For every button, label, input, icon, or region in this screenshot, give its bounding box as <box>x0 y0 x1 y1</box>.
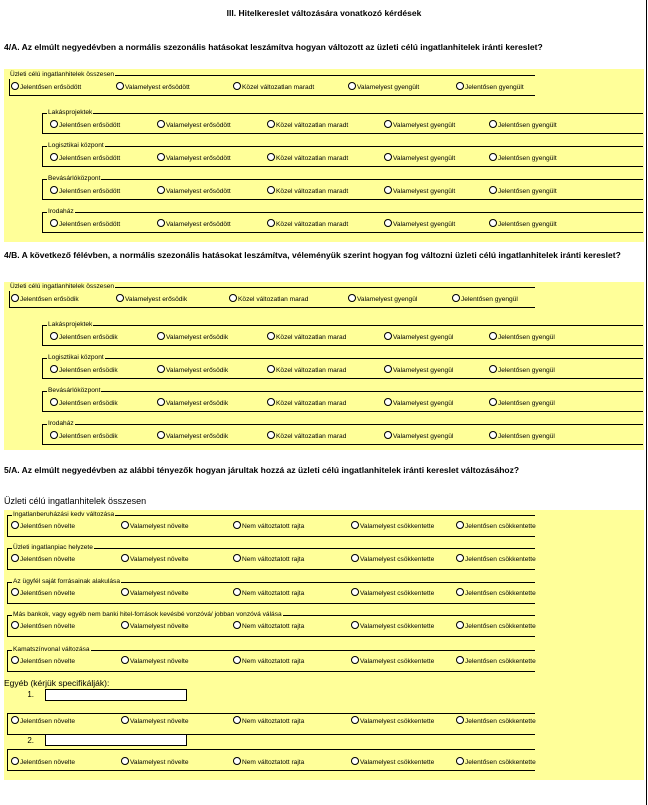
radio-button[interactable] <box>50 219 58 227</box>
radio-button[interactable] <box>121 656 129 664</box>
other-number-2: 2. <box>27 736 34 745</box>
radio-button[interactable] <box>157 332 165 340</box>
total-option-2[interactable] <box>116 294 187 304</box>
group-4-option-4[interactable] <box>384 219 455 229</box>
radio-button[interactable] <box>157 153 165 161</box>
radio-button[interactable] <box>267 186 275 194</box>
radio-button[interactable] <box>233 716 241 724</box>
radio-button[interactable] <box>267 120 275 128</box>
factor-3-option-1[interactable] <box>11 588 75 598</box>
option-label: Jelentősen gyengül <box>498 367 555 374</box>
radio-button[interactable] <box>456 757 464 765</box>
group-3-option-1[interactable] <box>50 186 120 196</box>
radio-button[interactable] <box>116 294 124 302</box>
group-2-option-4[interactable] <box>384 365 453 375</box>
group-4-option-3[interactable] <box>267 431 346 441</box>
page-right-border <box>646 0 647 805</box>
radio-button[interactable] <box>456 521 464 529</box>
radio-button[interactable] <box>233 554 241 562</box>
question-4b-answer-area <box>4 282 644 450</box>
factor-3-option-2[interactable] <box>121 588 189 598</box>
radio-button[interactable] <box>267 153 275 161</box>
factor-5-option-3[interactable] <box>233 656 304 666</box>
option-label: Valamelyest erősödött <box>166 155 231 162</box>
question-5a: 5/A. Az elmúlt negyedévben az alábbi tényezők hogyan járultak hozzá az üzleti célú ingatlanhitelek iránti kereslet változásához? <box>4 465 520 475</box>
factor-3-option-3[interactable] <box>233 588 304 598</box>
group-1-option-2[interactable] <box>157 332 228 342</box>
radio-button[interactable] <box>348 82 356 90</box>
radio-button[interactable] <box>351 716 359 724</box>
radio-button[interactable] <box>456 656 464 664</box>
question-4a: 4/A. Az elmúlt negyedévben a normális szezonális hatásokat leszámítva hogyan változott az üzleti célú ingatlanhitelek iránti kereslet? <box>4 42 543 52</box>
option-label: Jelentősen gyengült <box>498 188 557 195</box>
option-label: Valamelyest gyengül <box>393 367 454 374</box>
option-label: Valamelyest gyengült <box>357 84 420 91</box>
radio-button[interactable] <box>489 120 497 128</box>
option-label: Jelentősen erősödött <box>59 188 121 195</box>
group-label-4: Irodaház <box>48 420 74 427</box>
option-label: Nem változtatott rajta <box>242 523 305 530</box>
option-label: Nem változtatott rajta <box>242 623 305 630</box>
option-label: Valamelyest erősödött <box>166 221 231 228</box>
option-label: Jelentősen erősödik <box>20 296 79 303</box>
option-label: Valamelyest csökkentette <box>360 523 435 530</box>
option-label: Valamelyest erősödik <box>166 367 229 374</box>
option-label: Nem változtatott rajta <box>242 759 305 766</box>
radio-button[interactable] <box>384 365 392 373</box>
radio-button[interactable] <box>233 588 241 596</box>
factor-1-option-5[interactable] <box>456 521 536 531</box>
group-2-option-1[interactable] <box>50 365 118 375</box>
group-1-option-3[interactable] <box>267 332 346 342</box>
group-1-option-4[interactable] <box>384 120 455 130</box>
option-label: Jelentősen gyengül <box>498 400 555 407</box>
option-label: Jelentősen erősödik <box>59 433 118 440</box>
group-2-option-4[interactable] <box>384 153 455 163</box>
factor-2-option-2[interactable] <box>121 554 189 564</box>
radio-button[interactable] <box>351 621 359 629</box>
radio-button[interactable] <box>489 365 497 373</box>
option-label: Valamelyest erősödik <box>166 400 229 407</box>
option-label: Valamelyest gyengült <box>393 188 456 195</box>
radio-button[interactable] <box>351 521 359 529</box>
group-label-1: Lakásprojektek <box>48 321 93 328</box>
radio-button[interactable] <box>157 120 165 128</box>
option-label: Közel változatlan maradt <box>242 84 315 91</box>
other-label: Egyéb (kérjük specifikálják): <box>4 678 110 688</box>
option-label: Jelentősen csökkentette <box>465 556 536 563</box>
factor-4-option-2[interactable] <box>121 621 189 631</box>
option-label: Jelentősen csökkentette <box>465 623 536 630</box>
group-label-4: Irodaház <box>48 208 74 215</box>
group-1-option-5[interactable] <box>489 120 557 130</box>
radio-button[interactable] <box>116 82 124 90</box>
option-label: Közel változatlan maradt <box>276 122 349 129</box>
other-1-option-1[interactable] <box>11 716 75 726</box>
option-label: Valamelyest erősödött <box>166 122 231 129</box>
group-label-total: Üzleti célú ingatlanhitelek összesen <box>10 283 115 290</box>
radio-button[interactable] <box>351 656 359 664</box>
group-3-option-2[interactable] <box>157 186 231 196</box>
option-label: Valamelyest növelte <box>130 658 189 665</box>
group-2-option-3[interactable] <box>267 153 348 163</box>
radio-button[interactable] <box>489 431 497 439</box>
option-label: Jelentősen gyengül <box>461 296 518 303</box>
option-label: Valamelyest gyengült <box>393 221 456 228</box>
option-label: Valamelyest gyengül <box>393 334 454 341</box>
group-3-option-4[interactable] <box>384 398 453 408</box>
option-label: Valamelyest erősödik <box>166 433 229 440</box>
radio-button[interactable] <box>121 621 129 629</box>
radio-button[interactable] <box>456 716 464 724</box>
option-label: Valamelyest növelte <box>130 523 189 530</box>
radio-button[interactable] <box>121 554 129 562</box>
factor-label-3: Az ügyfél saját forrásainak alakulása <box>13 578 121 585</box>
option-label: Jelentősen növelte <box>20 523 75 530</box>
group-4-option-2[interactable] <box>157 219 231 229</box>
group-2-option-5[interactable] <box>489 365 555 375</box>
group-4-option-2[interactable] <box>157 431 228 441</box>
radio-button[interactable] <box>384 398 392 406</box>
option-label: Jelentősen erősödik <box>59 334 118 341</box>
factor-label-4: Más bankok, vagy egyéb nem banki hitel-források kevésbé vonzóvá/ jobban vonzóvá válása <box>13 611 282 618</box>
radio-button[interactable] <box>384 431 392 439</box>
option-label: Valamelyest növelte <box>130 623 189 630</box>
option-label: Közel változatlan maradt <box>276 188 349 195</box>
group-4-option-3[interactable] <box>267 219 348 229</box>
group-4-option-1[interactable] <box>50 431 118 441</box>
option-label: Jelentősen csökkentette <box>465 718 536 725</box>
other-2-option-5[interactable] <box>456 757 536 767</box>
radio-button[interactable] <box>121 757 129 765</box>
radio-button[interactable] <box>121 588 129 596</box>
option-label: Jelentősen növelte <box>20 658 75 665</box>
radio-button[interactable] <box>456 82 464 90</box>
radio-button[interactable] <box>233 757 241 765</box>
radio-button[interactable] <box>384 186 392 194</box>
option-label: Jelentősen gyengült <box>498 122 557 129</box>
radio-button[interactable] <box>348 294 356 302</box>
radio-button[interactable] <box>50 120 58 128</box>
radio-button[interactable] <box>489 332 497 340</box>
factor-3-option-4[interactable] <box>351 588 434 598</box>
radio-button[interactable] <box>50 365 58 373</box>
group-2-option-1[interactable] <box>50 153 120 163</box>
total-option-4[interactable] <box>348 294 417 304</box>
option-label: Jelentősen erősödött <box>20 84 82 91</box>
option-label: Jelentősen csökkentette <box>465 759 536 766</box>
option-label: Jelentősen erősödött <box>59 155 121 162</box>
radio-button[interactable] <box>11 521 19 529</box>
other-2-option-2[interactable] <box>121 757 189 767</box>
total-option-2[interactable] <box>116 82 190 92</box>
group-label-3: Bevásárlóközpont <box>48 387 101 394</box>
option-label: Valamelyest csökkentette <box>360 556 435 563</box>
option-label: Közel változatlan marad <box>276 334 347 341</box>
radio-button[interactable] <box>489 219 497 227</box>
factor-4-option-3[interactable] <box>233 621 304 631</box>
radio-button[interactable] <box>11 554 19 562</box>
radio-button[interactable] <box>11 588 19 596</box>
radio-button[interactable] <box>456 554 464 562</box>
option-label: Jelentősen gyengül <box>498 334 555 341</box>
radio-button[interactable] <box>456 588 464 596</box>
radio-button[interactable] <box>384 332 392 340</box>
option-label: Valamelyest csökkentette <box>360 759 435 766</box>
factor-5-option-2[interactable] <box>121 656 189 666</box>
option-label: Jelentősen erősödött <box>59 122 121 129</box>
factor-label-2: Üzleti ingatlanpiac helyzete <box>13 544 93 551</box>
option-label: Jelentősen csökkentette <box>465 590 536 597</box>
radio-button[interactable] <box>351 757 359 765</box>
option-label: Jelentősen erősödött <box>59 221 121 228</box>
group-1-option-5[interactable] <box>489 332 555 342</box>
factor-5-option-1[interactable] <box>11 656 75 666</box>
option-label: Nem változtatott rajta <box>242 658 305 665</box>
group-4-option-1[interactable] <box>50 219 120 229</box>
factor-1-option-2[interactable] <box>121 521 189 531</box>
total-option-3[interactable] <box>229 294 308 304</box>
factor-4-option-1[interactable] <box>11 621 75 631</box>
group-3-option-5[interactable] <box>489 398 555 408</box>
option-label: Valamelyest erősödik <box>166 334 229 341</box>
total-option-4[interactable] <box>348 82 419 92</box>
other-2-option-4[interactable] <box>351 757 434 767</box>
factor-2-option-3[interactable] <box>233 554 304 564</box>
option-label: Jelentősen gyengült <box>465 84 524 91</box>
option-label: Jelentősen növelte <box>20 623 75 630</box>
option-label: Jelentősen erősödik <box>59 400 118 407</box>
group-1-option-1[interactable] <box>50 332 118 342</box>
group-1-option-1[interactable] <box>50 120 120 130</box>
option-label: Jelentősen gyengült <box>498 221 557 228</box>
radio-button[interactable] <box>489 186 497 194</box>
total-option-3[interactable] <box>233 82 314 92</box>
radio-button[interactable] <box>233 656 241 664</box>
option-label: Közel változatlan maradt <box>276 155 349 162</box>
factor-4-option-4[interactable] <box>351 621 434 631</box>
option-label: Valamelyest csökkentette <box>360 590 435 597</box>
group-1-option-3[interactable] <box>267 120 348 130</box>
radio-button[interactable] <box>11 716 19 724</box>
group-3-option-2[interactable] <box>157 398 228 408</box>
group-label-1: Lakásprojektek <box>48 109 93 116</box>
radio-button[interactable] <box>489 153 497 161</box>
other-number-1: 1. <box>27 690 34 699</box>
option-label: Jelentősen csökkentette <box>465 523 536 530</box>
group-2-option-2[interactable] <box>157 153 231 163</box>
group-2-option-5[interactable] <box>489 153 557 163</box>
radio-button[interactable] <box>121 521 129 529</box>
radio-button[interactable] <box>384 219 392 227</box>
option-label: Valamelyest erősödik <box>125 296 188 303</box>
option-label: Jelentősen csökkentette <box>465 658 536 665</box>
radio-button[interactable] <box>233 82 241 90</box>
group-4-option-5[interactable] <box>489 431 555 441</box>
group-2-option-3[interactable] <box>267 365 346 375</box>
option-label: Valamelyest növelte <box>130 759 189 766</box>
option-label: Jelentősen gyengült <box>498 155 557 162</box>
radio-button[interactable] <box>50 398 58 406</box>
radio-button[interactable] <box>157 365 165 373</box>
factor-3-option-5[interactable] <box>456 588 536 598</box>
other-1-option-5[interactable] <box>456 716 536 726</box>
radio-button[interactable] <box>11 757 19 765</box>
radio-button[interactable] <box>121 716 129 724</box>
other-text-input-2[interactable] <box>45 734 187 746</box>
option-label: Jelentősen gyengül <box>498 433 555 440</box>
option-label: Közel változatlan marad <box>276 433 347 440</box>
option-label: Nem változtatott rajta <box>242 590 305 597</box>
total-option-1[interactable] <box>11 294 79 304</box>
option-label: Közel változatlan marad <box>276 400 347 407</box>
group-3-option-3[interactable] <box>267 398 346 408</box>
group-3-option-4[interactable] <box>384 186 455 196</box>
option-label: Jelentősen erősödik <box>59 367 118 374</box>
group-4-option-4[interactable] <box>384 431 453 441</box>
group-3-option-3[interactable] <box>267 186 348 196</box>
option-label: Közel változatlan marad <box>238 296 309 303</box>
other-2-option-1[interactable] <box>11 757 75 767</box>
option-label: Valamelyest csökkentette <box>360 658 435 665</box>
radio-button[interactable] <box>267 332 275 340</box>
radio-button[interactable] <box>11 294 19 302</box>
option-label: Jelentősen növelte <box>20 590 75 597</box>
radio-button[interactable] <box>50 153 58 161</box>
option-label: Jelentősen növelte <box>20 759 75 766</box>
question-4a-answer-area <box>4 69 644 242</box>
radio-button[interactable] <box>11 82 19 90</box>
option-label: Valamelyest erősödött <box>125 84 190 91</box>
option-label: Valamelyest gyengül <box>393 400 454 407</box>
option-label: Valamelyest gyengül <box>357 296 418 303</box>
question-5a-subtitle: Üzleti célú ingatlanhitelek összesen <box>4 496 147 506</box>
radio-button[interactable] <box>384 153 392 161</box>
radio-button[interactable] <box>157 186 165 194</box>
radio-button[interactable] <box>384 120 392 128</box>
radio-button[interactable] <box>267 219 275 227</box>
radio-button[interactable] <box>11 621 19 629</box>
radio-button[interactable] <box>50 431 58 439</box>
radio-button[interactable] <box>452 294 460 302</box>
option-label: Valamelyest csökkentette <box>360 718 435 725</box>
group-4-option-5[interactable] <box>489 219 557 229</box>
radio-button[interactable] <box>157 398 165 406</box>
factor-5-option-4[interactable] <box>351 656 434 666</box>
group-1-option-2[interactable] <box>157 120 231 130</box>
other-1-option-2[interactable] <box>121 716 189 726</box>
group-1-option-4[interactable] <box>384 332 453 342</box>
group-2-option-2[interactable] <box>157 365 228 375</box>
radio-button[interactable] <box>351 554 359 562</box>
other-text-input-1[interactable] <box>45 689 187 701</box>
other-1-option-3[interactable] <box>233 716 304 726</box>
factor-2-option-5[interactable] <box>456 554 536 564</box>
option-label: Nem változtatott rajta <box>242 556 305 563</box>
factor-4-option-5[interactable] <box>456 621 536 631</box>
factor-1-option-1[interactable] <box>11 521 75 531</box>
option-label: Jelentősen növelte <box>20 556 75 563</box>
option-label: Közel változatlan marad <box>276 367 347 374</box>
radio-button[interactable] <box>456 621 464 629</box>
option-label: Nem változtatott rajta <box>242 718 305 725</box>
radio-button[interactable] <box>489 398 497 406</box>
option-label: Jelentősen növelte <box>20 718 75 725</box>
factor-5-option-5[interactable] <box>456 656 536 666</box>
radio-button[interactable] <box>233 521 241 529</box>
factor-label-5: Kamatszínvonal változása <box>13 646 90 653</box>
other-2-option-3[interactable] <box>233 757 304 767</box>
group-label-3: Bevásárlóközpont <box>48 175 101 182</box>
radio-button[interactable] <box>351 588 359 596</box>
group-3-option-1[interactable] <box>50 398 118 408</box>
group-label-total: Üzleti célú ingatlanhitelek összesen <box>10 71 115 78</box>
radio-button[interactable] <box>50 332 58 340</box>
total-option-1[interactable] <box>11 82 81 92</box>
option-label: Valamelyest gyengül <box>393 433 454 440</box>
factor-2-option-1[interactable] <box>11 554 75 564</box>
radio-button[interactable] <box>157 431 165 439</box>
option-label: Valamelyest erősödött <box>166 188 231 195</box>
option-label: Valamelyest csökkentette <box>360 623 435 630</box>
radio-button[interactable] <box>157 219 165 227</box>
radio-button[interactable] <box>267 431 275 439</box>
option-label: Valamelyest gyengült <box>393 155 456 162</box>
factor-label-1: Ingatlanberuházási kedv változása <box>13 511 115 518</box>
page-title: III. Hitelkereslet változására vonatkozó kérdések <box>226 8 422 18</box>
factor-1-option-4[interactable] <box>351 521 434 531</box>
radio-button[interactable] <box>11 656 19 664</box>
group-label-2: Logisztikai központ <box>48 142 104 149</box>
option-label: Valamelyest növelte <box>130 718 189 725</box>
total-option-5[interactable] <box>452 294 518 304</box>
radio-button[interactable] <box>233 621 241 629</box>
radio-button[interactable] <box>267 398 275 406</box>
option-label: Valamelyest növelte <box>130 556 189 563</box>
factor-1-option-3[interactable] <box>233 521 304 531</box>
group-3-option-5[interactable] <box>489 186 557 196</box>
option-label: Közel változatlan maradt <box>276 221 349 228</box>
radio-button[interactable] <box>50 186 58 194</box>
total-option-5[interactable] <box>456 82 524 92</box>
radio-button[interactable] <box>229 294 237 302</box>
group-label-2: Logisztikai központ <box>48 354 104 361</box>
factor-2-option-4[interactable] <box>351 554 434 564</box>
other-1-option-4[interactable] <box>351 716 434 726</box>
question-4b: 4/B. A következő félévben, a normális szezonális hatásokat leszámítva, véleményük szerint hogyan fog változni üzleti célú ingatlanhitelek iránti kereslet? <box>4 250 621 260</box>
radio-button[interactable] <box>267 365 275 373</box>
option-label: Valamelyest gyengült <box>393 122 456 129</box>
option-label: Valamelyest növelte <box>130 590 189 597</box>
